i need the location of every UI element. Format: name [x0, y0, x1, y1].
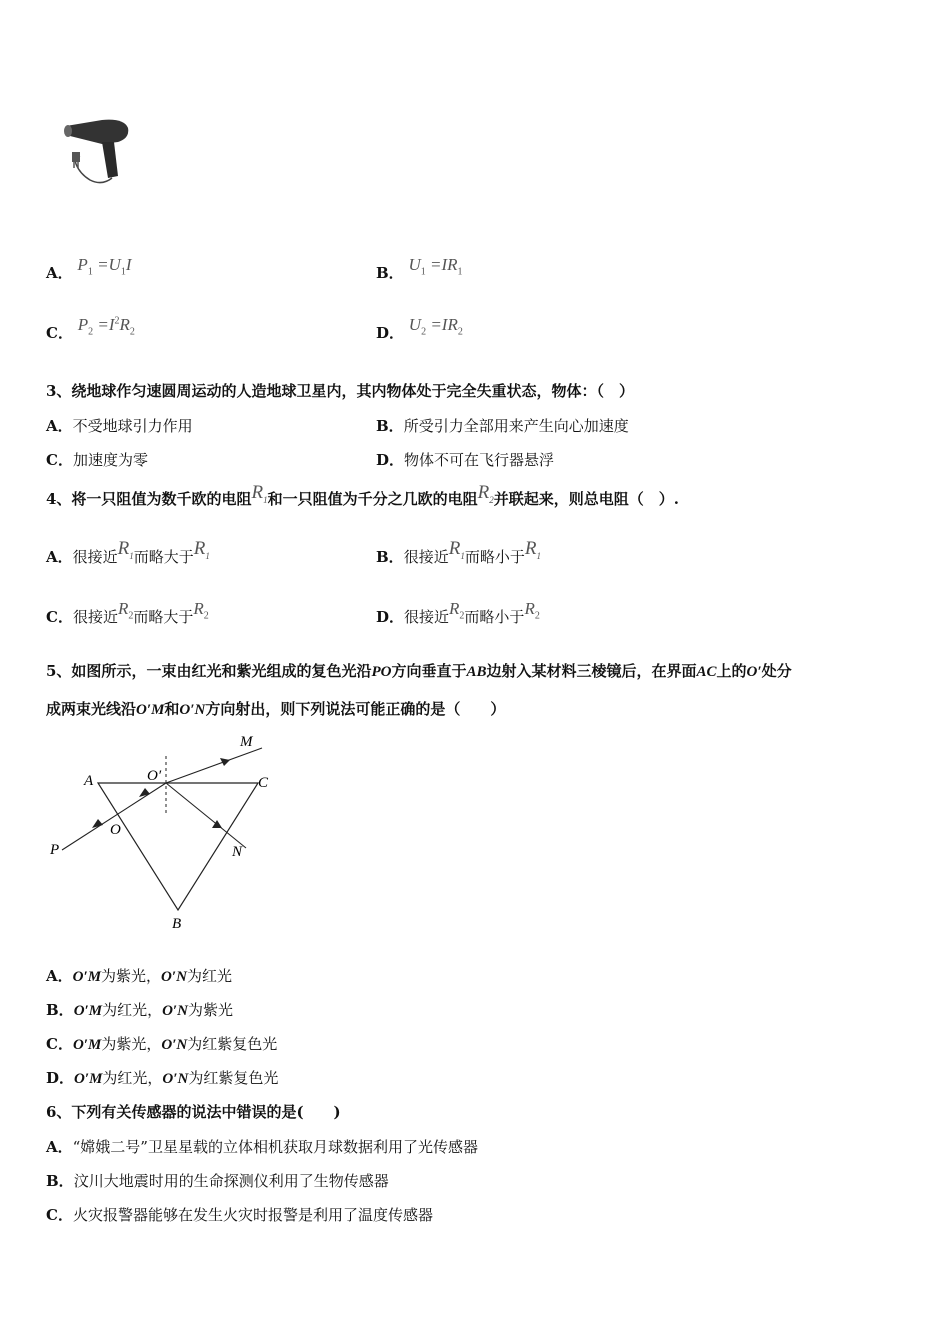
option-text: 为紫光， [101, 967, 162, 985]
option-symbol: O′M [73, 1003, 103, 1019]
option-symbol: O′N [162, 1071, 189, 1087]
q6-option-c[interactable] [46, 1204, 433, 1225]
option-letter: C． [46, 1035, 73, 1053]
q3-option-a[interactable] [46, 415, 193, 436]
q2-option-a[interactable] [46, 255, 132, 285]
arrow-head [139, 788, 150, 797]
q3-option-b[interactable] [376, 415, 629, 436]
option-text: 很接近 [403, 548, 449, 566]
incident-ray [62, 783, 166, 850]
option-text: 为红紫复色光 [187, 1035, 278, 1053]
option-text: 为紫光， [101, 1035, 162, 1053]
ray-on [166, 783, 246, 848]
option-letter: C． [46, 324, 73, 342]
q5-stem-line1 [46, 660, 792, 681]
q5-option-a[interactable] [46, 965, 232, 986]
r2-symbol: $R_2$ [477, 482, 494, 505]
arrow-head [220, 758, 230, 766]
q5-stem-part: 上的 [716, 662, 747, 680]
option-text: 而略小于 [464, 548, 525, 566]
ray-om [166, 748, 262, 783]
q4-stem-part: 和一只阻值为千分之几欧的电阻 [267, 490, 478, 508]
q3-option-d[interactable] [376, 449, 554, 470]
q2-option-b[interactable] [376, 255, 463, 285]
option-text: 火灾报警器能够在发生火灾时报警是利用了温度传感器 [72, 1206, 433, 1224]
option-text: 为红紫复色光 [188, 1069, 279, 1087]
label-c: C [258, 775, 269, 791]
q4-option-b[interactable] [376, 538, 541, 569]
prism-diagram [40, 728, 290, 938]
option-letter: B． [376, 264, 404, 282]
option-letter: D． [376, 324, 405, 342]
option-text: 为红光， [102, 1069, 163, 1087]
option-text: 而略大于 [133, 608, 194, 626]
option-letter: A． [46, 967, 73, 985]
option-text: 加速度为零 [72, 451, 148, 469]
r2-symbol: $R_2$ [193, 599, 209, 622]
q5-option-b[interactable] [46, 999, 233, 1020]
option-text: 物体不可在飞行器悬浮 [404, 451, 555, 469]
hair-dryer-image [62, 114, 134, 194]
formula-p2-i2r2: $P_2 =I^2R_2$ [77, 315, 135, 338]
q6-option-b[interactable] [46, 1170, 389, 1191]
q5-stem-part: 成两束光线沿 [46, 700, 137, 718]
option-text: 为红光， [102, 1001, 163, 1019]
option-text: 所受引力全部用来产生向心加速度 [403, 417, 629, 435]
option-text: 不受地球引力作用 [72, 417, 193, 435]
q5-stem-symbol: O′M [136, 702, 165, 718]
q4-stem-part: 4、将一只阻值为数千欧的电阻 [46, 490, 252, 508]
q5-option-d[interactable] [46, 1067, 278, 1088]
option-letter: B． [46, 1001, 74, 1019]
q3-option-c[interactable] [46, 449, 148, 470]
label-a: A [84, 773, 94, 789]
q4-option-a[interactable] [46, 538, 210, 569]
label-o1: O′ [147, 768, 162, 784]
option-text: 很接近 [72, 608, 118, 626]
q5-stem-part: 边射入某材料三棱镜后，在界面 [486, 662, 697, 680]
q5-stem-symbol: O′N [179, 702, 206, 718]
option-symbol: O′M [72, 969, 102, 985]
option-letter: C． [46, 608, 73, 626]
option-letter: B． [46, 1172, 74, 1190]
option-symbol: O′N [162, 1003, 188, 1019]
r1-symbol: $R_1$ [524, 538, 541, 561]
q5-stem-part: 方向垂直于 [391, 662, 467, 680]
q5-stem-line2 [46, 698, 505, 719]
option-symbol: O′N [161, 969, 187, 985]
q4-stem [46, 482, 679, 511]
q5-stem-part: 5、如图所示，一束由红光和紫光组成的复色光沿 [46, 662, 372, 680]
r2-symbol: $R_2$ [449, 599, 465, 622]
option-text: “嫦娥二号”卫星星载的立体相机获取月球数据利用了光传感器 [72, 1138, 478, 1156]
q5-stem-part: 方向射出，则下列说法可能正确的是（ ） [205, 700, 506, 718]
q5-stem-symbol: AC [696, 664, 717, 680]
q4-option-c[interactable] [46, 599, 209, 629]
q5-stem-symbol: O′ [746, 664, 762, 680]
q6-stem: 6、下列有关传感器的说法中错误的是( ) [46, 1103, 341, 1121]
option-text: 而略小于 [464, 608, 525, 626]
r2-symbol: $R_2$ [117, 599, 134, 622]
label-b: B [172, 916, 182, 932]
r2-symbol: $R_2$ [524, 599, 540, 622]
option-letter: A． [46, 417, 73, 435]
option-letter: C． [46, 451, 73, 469]
option-letter: D． [46, 1069, 75, 1087]
option-symbol: O′M [74, 1071, 103, 1087]
q4-stem-part: 并联起来，则总电阻（ ）. [493, 490, 679, 508]
option-letter: A． [46, 264, 73, 282]
option-letter: B． [376, 417, 404, 435]
option-text: 汶川大地震时用的生命探测仪利用了生物传感器 [73, 1172, 389, 1190]
formula-u2-ir2: $U_2 =IR_2$ [408, 315, 463, 338]
hair-dryer-icon [62, 114, 134, 194]
q3-stem: 3、绕地球作匀速圆周运动的人造地球卫星内，其内物体处于完全失重状态，物体：（ ） [46, 382, 634, 400]
label-n: N [232, 844, 243, 860]
option-letter: D． [376, 608, 405, 626]
r1-symbol: $R_1$ [193, 538, 210, 561]
q6-option-a[interactable] [46, 1136, 478, 1157]
option-text: 很接近 [404, 608, 450, 626]
option-text: 为紫光 [187, 1001, 233, 1019]
q5-option-c[interactable] [46, 1033, 277, 1054]
formula-p1-u1i: $P_1 =U_1I$ [77, 255, 132, 278]
q5-stem-part: 处分 [761, 662, 792, 680]
r1-symbol: $R_1$ [448, 538, 465, 561]
q4-option-d[interactable] [376, 599, 540, 629]
q5-stem-symbol: PO [371, 664, 392, 680]
option-letter: A． [46, 548, 73, 566]
option-letter: D． [376, 451, 405, 469]
q2-option-d[interactable] [376, 315, 463, 345]
q5-stem-symbol: AB [466, 664, 487, 680]
formula-u1-ir1: $U_1 =IR_1$ [408, 255, 463, 278]
option-letter: B． [376, 548, 404, 566]
label-o: O [110, 822, 121, 838]
r1-symbol: $R_1$ [117, 538, 134, 561]
option-text: 而略大于 [133, 548, 194, 566]
q5-stem-part: 和 [164, 700, 180, 718]
q2-option-c[interactable] [46, 315, 135, 345]
option-text: 为红光 [186, 967, 232, 985]
option-letter: C． [46, 1206, 73, 1224]
option-symbol: O′M [72, 1037, 102, 1053]
option-symbol: O′N [161, 1037, 188, 1053]
option-letter: A． [46, 1138, 73, 1156]
label-p: P [50, 842, 60, 858]
option-text: 很接近 [72, 548, 118, 566]
label-m: M [240, 734, 253, 750]
r1-symbol: $R_1$ [251, 482, 268, 505]
